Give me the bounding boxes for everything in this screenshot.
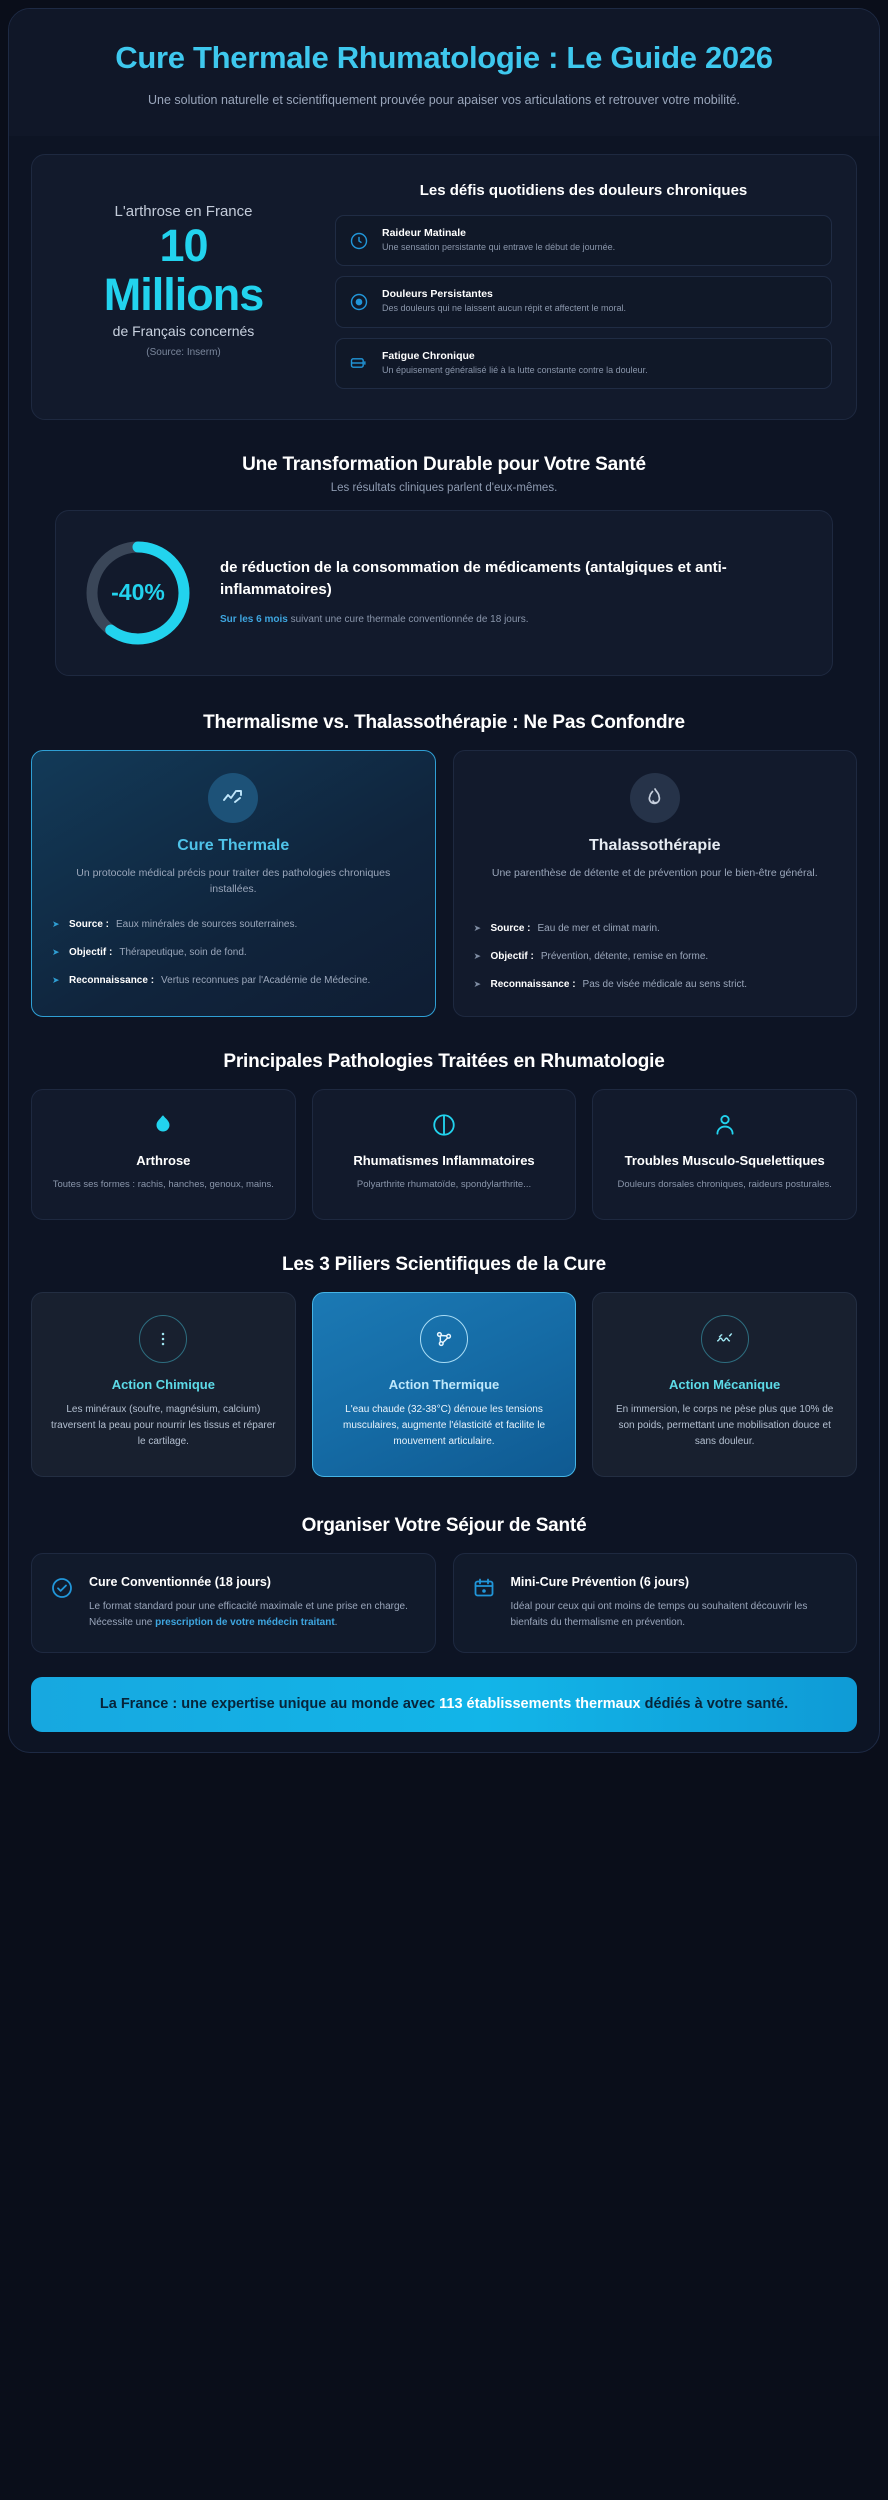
comparison-row bbox=[474, 921, 837, 936]
comparison-row bbox=[52, 917, 415, 932]
comparison-card-thalassotherapie[interactable] bbox=[453, 750, 858, 1017]
chevron-right-icon: ➤ bbox=[52, 975, 60, 986]
pathology-title: Arthrose bbox=[136, 1152, 191, 1168]
stats-panel bbox=[31, 154, 857, 419]
reduction-note-bold: Sur les 6 mois bbox=[220, 614, 288, 626]
comparison-card-cure-thermale[interactable] bbox=[31, 750, 436, 1017]
pillars-title: Les 3 Piliers Scientifiques de la Cure bbox=[282, 1254, 606, 1276]
target-icon bbox=[349, 292, 371, 312]
pillars-grid bbox=[9, 1292, 879, 1477]
stat-source: (Source: Inserm) bbox=[146, 347, 221, 359]
stat-value-line2: Millions bbox=[103, 268, 264, 320]
molecule-icon bbox=[420, 1315, 468, 1363]
challenge-title: Raideur Matinale bbox=[382, 227, 467, 240]
stat-value-line1: 10 bbox=[159, 220, 208, 272]
pathology-text: Polyarthrite rhumatoïde, spondylarthrite... bbox=[356, 1179, 532, 1191]
pathology-text: Toutes ses formes : rachis, hanches, genoux, mains. bbox=[52, 1179, 274, 1191]
check-circle-icon bbox=[50, 1574, 76, 1632]
page-subtitle: Une solution naturelle et scientifiquement prouvée pour apaiser vos articulations et retrouver votre mobilité. bbox=[148, 92, 740, 107]
banner-highlight: 113 établissements thermaux bbox=[439, 1695, 641, 1712]
comparison-row-value: Prévention, détente, remise en forme. bbox=[540, 950, 709, 962]
comparison-row-key: Reconnaissance : bbox=[69, 975, 155, 987]
challenge-card bbox=[335, 338, 832, 389]
comparison-card-name: Thalassothérapie bbox=[588, 836, 721, 854]
comparison-row-key: Reconnaissance : bbox=[490, 978, 576, 990]
sejour-text-bold: prescription de votre médecin traitant bbox=[155, 1617, 335, 1629]
pathology-title: Rhumatismes Inflammatoires bbox=[353, 1152, 535, 1168]
chevron-right-icon: ➤ bbox=[52, 947, 60, 958]
pillar-text: Les minéraux (soufre, magnésium, calcium) traversent la peau pour nourrir les tissus et réparer le cartilage. bbox=[51, 1404, 276, 1448]
sejour-card-title: Mini-Cure Prévention (6 jours) bbox=[510, 1575, 689, 1590]
calendar-icon bbox=[472, 1574, 498, 1632]
chevron-right-icon: ➤ bbox=[473, 922, 482, 933]
challenge-card bbox=[335, 215, 832, 266]
comparison-cards bbox=[9, 750, 879, 1017]
chevron-right-icon: ➤ bbox=[52, 919, 60, 930]
comparison-row bbox=[52, 973, 415, 988]
dots-vertical-icon bbox=[139, 1315, 187, 1363]
challenge-card bbox=[335, 276, 832, 327]
comparison-row bbox=[52, 945, 415, 960]
sejour-card-mini-cure[interactable] bbox=[453, 1553, 858, 1653]
comparison-row bbox=[474, 949, 837, 964]
comparison-row bbox=[474, 977, 837, 992]
sejour-card-text bbox=[89, 1599, 417, 1632]
infographic-page bbox=[8, 8, 880, 1753]
pathology-card[interactable] bbox=[312, 1089, 577, 1220]
activity-trend-icon bbox=[208, 773, 258, 823]
donut-chart bbox=[82, 537, 194, 649]
pillar-card-chimique[interactable] bbox=[31, 1292, 296, 1477]
pathologies-section bbox=[9, 1017, 879, 1073]
banner-part1: La France : une expertise unique au monde avec bbox=[99, 1695, 440, 1712]
comparison-title: Thermalisme vs. Thalassothérapie : Ne Pas Confondre bbox=[203, 711, 685, 733]
pillar-text: En immersion, le corps ne pèse plus que 10% de son poids, permettant une mobilisation douce et sans douleur. bbox=[616, 1404, 834, 1448]
challenge-text: Une sensation persistante qui entrave le début de journée. bbox=[382, 242, 616, 253]
comparison-card-desc: Un protocole médical précis pour traiter des pathologies chroniques installées. bbox=[76, 866, 391, 895]
chevron-right-icon: ➤ bbox=[473, 950, 482, 961]
chevron-right-icon: ➤ bbox=[473, 978, 482, 989]
challenges-title: Les défis quotidiens des douleurs chroniques bbox=[419, 182, 748, 200]
pathologies-grid bbox=[9, 1089, 879, 1220]
pathology-text: Douleurs dorsales chroniques, raideurs posturales. bbox=[617, 1179, 832, 1191]
comparison-row-value: Eaux minérales de sources souterraines. bbox=[116, 919, 298, 931]
challenge-title: Douleurs Persistantes bbox=[382, 288, 493, 301]
reduction-card bbox=[55, 510, 833, 676]
hero-section bbox=[9, 9, 879, 136]
pathology-card[interactable] bbox=[31, 1089, 296, 1220]
flame-drop-icon bbox=[630, 773, 680, 823]
circle-half-icon bbox=[329, 1112, 560, 1138]
sejour-card-text bbox=[511, 1599, 839, 1632]
sejour-card-conventionnee[interactable] bbox=[31, 1553, 436, 1653]
stat-sublabel: de Français concernés bbox=[112, 323, 255, 340]
pillar-card-thermique[interactable] bbox=[312, 1292, 577, 1477]
reduction-note-rest: suivant une cure thermale conventionnée de 18 jours. bbox=[287, 614, 529, 626]
pillar-title: Action Thermique bbox=[388, 1377, 500, 1393]
challenge-text: Des douleurs qui ne laissent aucun répit et affectent le moral. bbox=[382, 303, 626, 314]
clock-icon bbox=[349, 231, 371, 251]
comparison-row-key: Source : bbox=[490, 922, 531, 934]
transformation-section bbox=[9, 420, 879, 494]
droplet-filled-icon bbox=[48, 1112, 279, 1138]
page-title: Cure Thermale Rhumatologie : Le Guide 2026 bbox=[115, 40, 773, 75]
stat-label: L'arthrose en France bbox=[114, 203, 253, 221]
challenge-text: Un épuisement généralisé lié à la lutte constante contre la douleur. bbox=[382, 364, 648, 375]
pillar-text: L'eau chaude (32-38°C) dénoue les tensions musculaires, augmente l'élasticité et facilite le mouvement articulaire. bbox=[343, 1404, 546, 1448]
sejour-title: Organiser Votre Séjour de Santé bbox=[301, 1515, 587, 1537]
transformation-title: Une Transformation Durable pour Votre Santé bbox=[242, 453, 646, 475]
banner-part2: dédiés à votre santé. bbox=[640, 1695, 789, 1712]
comparison-row-key: Objectif : bbox=[490, 950, 534, 962]
pathologies-title: Principales Pathologies Traitées en Rhumatologie bbox=[223, 1050, 665, 1072]
sejour-text-a: Idéal pour ceux qui ont moins de temps ou souhaitent découvrir les bienfaits du thermalisme en prévention. bbox=[510, 1600, 808, 1629]
sejour-text-c: . bbox=[334, 1617, 338, 1629]
reduction-headline: de réduction de la consommation de médicaments (antalgiques et anti-inflammatoires) bbox=[220, 558, 727, 598]
comparison-row-value: Thérapeutique, soin de fond. bbox=[119, 947, 247, 959]
pillars-section bbox=[9, 1220, 879, 1276]
comparison-row-value: Pas de visée médicale au sens strict. bbox=[582, 978, 748, 990]
comparison-card-desc: Une parenthèse de détente et de prévention pour le bien-être général. bbox=[491, 866, 818, 879]
sejour-card-title: Cure Conventionnée (18 jours) bbox=[89, 1575, 271, 1590]
reduction-text-block bbox=[220, 557, 806, 629]
comparison-row-value: Vertus reconnues par l'Académie de Médecine. bbox=[161, 975, 371, 987]
transformation-subtitle: Les résultats cliniques parlent d'eux-mêmes. bbox=[330, 481, 558, 494]
donut-value: -40% bbox=[111, 579, 165, 606]
comparison-row-value: Eau de mer et climat marin. bbox=[537, 922, 660, 934]
pillar-title: Action Mécanique bbox=[669, 1377, 781, 1393]
wave-icon bbox=[701, 1315, 749, 1363]
comparison-row-key: Objectif : bbox=[69, 947, 113, 959]
comparison-section bbox=[9, 676, 879, 734]
sejour-cards bbox=[9, 1553, 879, 1653]
comparison-card-name: Cure Thermale bbox=[177, 836, 290, 854]
challenges-block bbox=[335, 181, 832, 388]
pillar-title: Action Chimique bbox=[111, 1377, 215, 1393]
sejour-text-a: Le format standard pour une efficacité maximale et une prise en charge. Nécessite une bbox=[89, 1600, 408, 1629]
person-icon bbox=[609, 1112, 840, 1138]
reduction-note bbox=[220, 612, 806, 628]
pathology-title: Troubles Musculo-Squelettiques bbox=[624, 1152, 825, 1168]
footer-banner bbox=[31, 1677, 857, 1732]
sejour-section bbox=[9, 1477, 879, 1537]
comparison-row-key: Source : bbox=[69, 919, 110, 931]
pillar-card-mecanique[interactable] bbox=[592, 1292, 857, 1477]
battery-low-icon bbox=[349, 353, 371, 373]
pathology-card[interactable] bbox=[592, 1089, 857, 1220]
stat-block bbox=[56, 181, 311, 358]
challenge-title: Fatigue Chronique bbox=[382, 349, 475, 362]
